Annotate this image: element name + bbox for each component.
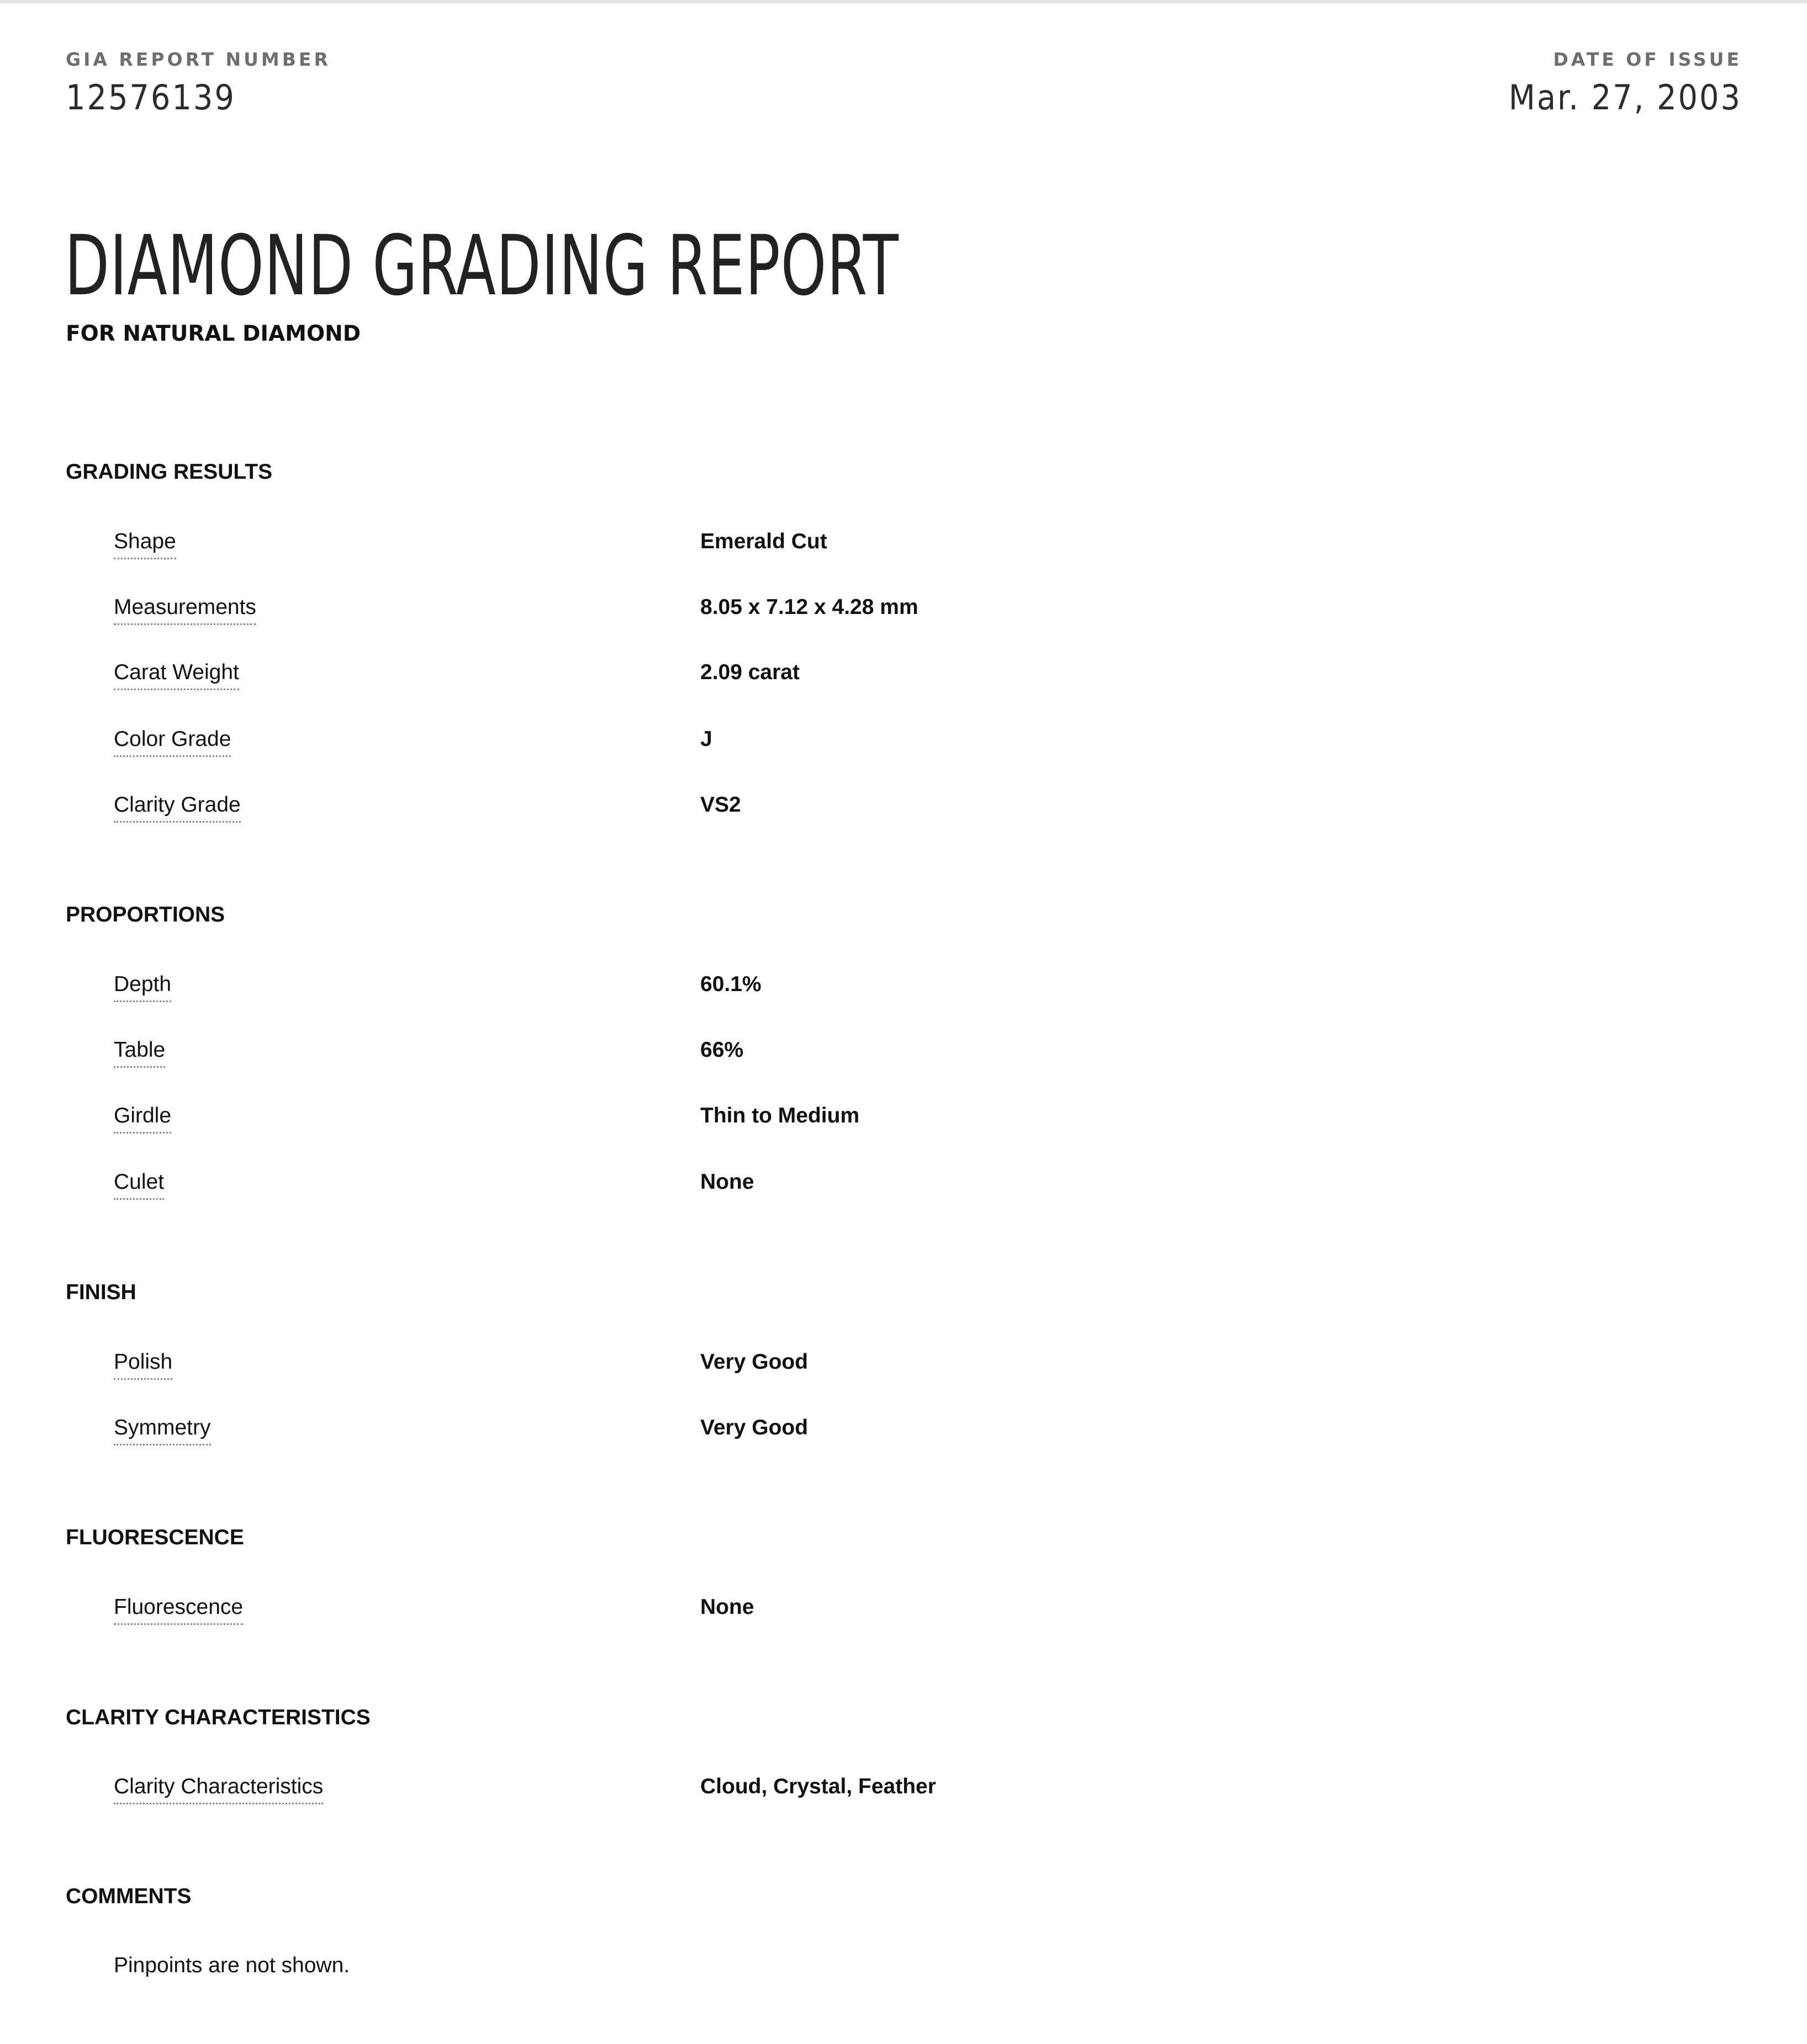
table-row <box>0 727 1807 760</box>
table-row <box>0 972 1807 1005</box>
comments-text: Pinpoints are not shown. <box>114 1953 350 1977</box>
table-row <box>0 595 1807 628</box>
row-value-culet: None <box>700 1170 754 1194</box>
row-value-table: 66% <box>700 1038 744 1062</box>
report-title: DIAMOND GRADING REPORT <box>65 218 899 314</box>
row-label-culet[interactable]: Culet <box>114 1169 164 1200</box>
row-label-polish[interactable]: Polish <box>114 1349 172 1380</box>
row-value-clarity-characteristics: Cloud, Crystal, Feather <box>700 1775 936 1798</box>
row-label-carat-weight[interactable]: Carat Weight <box>114 660 239 690</box>
row-value-fluorescence: None <box>700 1595 754 1619</box>
row-value-polish: Very Good <box>700 1350 809 1374</box>
row-value-shape: Emerald Cut <box>700 529 827 553</box>
table-row <box>0 1349 1807 1383</box>
row-label-table[interactable]: Table <box>114 1037 165 1068</box>
table-row <box>0 1774 1807 1807</box>
table-row <box>0 1169 1807 1203</box>
row-label-symmetry[interactable]: Symmetry <box>114 1415 211 1445</box>
row-value-color-grade: J <box>700 727 712 751</box>
table-row <box>0 1037 1807 1071</box>
report-number: 12576139 <box>66 77 236 118</box>
row-label-depth[interactable]: Depth <box>114 972 171 1002</box>
date-of-issue-label: DATE OF ISSUE <box>1553 49 1742 70</box>
section-heading-clarity-characteristics: CLARITY CHARACTERISTICS <box>66 1706 371 1729</box>
table-row <box>0 1595 1807 1628</box>
row-value-carat-weight: 2.09 carat <box>700 660 800 684</box>
date-of-issue: Mar. 27, 2003 <box>1508 77 1742 118</box>
row-value-girdle: Thin to Medium <box>700 1104 860 1127</box>
report-number-label: GIA REPORT NUMBER <box>66 49 331 70</box>
table-row <box>0 1103 1807 1136</box>
row-label-girdle[interactable]: Girdle <box>114 1103 171 1134</box>
row-value-depth: 60.1% <box>700 972 762 996</box>
section-heading-comments: COMMENTS <box>66 1884 192 1908</box>
section-heading-proportions: PROPORTIONS <box>66 903 225 926</box>
table-row <box>0 529 1807 562</box>
row-value-symmetry: Very Good <box>700 1416 809 1439</box>
section-heading-grading-results: GRADING RESULTS <box>66 460 273 484</box>
table-row <box>0 660 1807 693</box>
top-divider <box>0 0 1807 3</box>
section-heading-finish: FINISH <box>66 1280 136 1304</box>
row-label-measurements[interactable]: Measurements <box>114 595 256 625</box>
section-heading-fluorescence: FLUORESCENCE <box>66 1526 244 1549</box>
row-value-measurements: 8.05 x 7.12 x 4.28 mm <box>700 595 918 619</box>
row-label-color-grade[interactable]: Color Grade <box>114 727 231 757</box>
row-label-fluorescence[interactable]: Fluorescence <box>114 1595 243 1625</box>
table-row <box>0 792 1807 825</box>
report-subtitle: FOR NATURAL DIAMOND <box>66 321 361 346</box>
row-label-shape[interactable]: Shape <box>114 529 176 559</box>
row-value-clarity-grade: VS2 <box>700 793 741 817</box>
table-row <box>0 1415 1807 1448</box>
row-label-clarity-characteristics[interactable]: Clarity Characteristics <box>114 1774 323 1804</box>
row-label-clarity-grade[interactable]: Clarity Grade <box>114 792 241 823</box>
